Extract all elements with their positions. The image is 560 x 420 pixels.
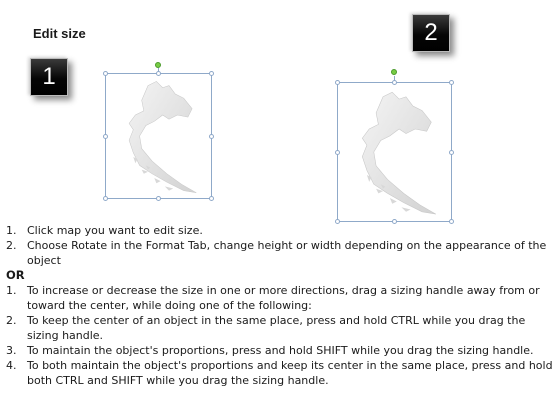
sizing-handle[interactable]: [209, 71, 214, 76]
sizing-handle[interactable]: [103, 134, 108, 139]
sizing-handle[interactable]: [156, 71, 161, 76]
rotate-handle[interactable]: [155, 62, 161, 68]
list-number: 4.: [6, 359, 17, 372]
sizing-handle[interactable]: [392, 80, 397, 85]
step-badge-2: 2: [412, 14, 450, 52]
list-number: 3.: [6, 344, 17, 357]
list-number: 1.: [6, 224, 17, 237]
list-item: [6, 238, 556, 268]
list-text: To both maintain the object's proportions and keep its center in the same place, press and hold both CTRL and SHIFT while you drag the sizing handle.: [27, 359, 553, 387]
sizing-handle[interactable]: [335, 150, 340, 155]
sizing-handle[interactable]: [449, 150, 454, 155]
list-item: [6, 313, 556, 343]
croatia-map-icon[interactable]: [105, 73, 212, 199]
sizing-handle[interactable]: [209, 134, 214, 139]
list-text: To increase or decrease the size in one or more directions, drag a sizing handle away from or toward the center, while doing one of the following:: [27, 284, 540, 312]
rotate-handle[interactable]: [391, 69, 397, 75]
page-title: Edit size: [33, 26, 86, 41]
list-number: 2.: [6, 314, 17, 327]
sizing-handle[interactable]: [335, 80, 340, 85]
list-text: Click map you want to edit size.: [27, 224, 203, 237]
list-item: [6, 283, 556, 313]
sizing-handle[interactable]: [449, 80, 454, 85]
instructions: [6, 223, 556, 388]
list-number: 2.: [6, 239, 17, 252]
sizing-handle[interactable]: [103, 71, 108, 76]
croatia-map-icon[interactable]: [337, 82, 452, 222]
sizing-handle[interactable]: [156, 196, 161, 201]
or-separator: OR: [6, 268, 25, 282]
list-item: [6, 358, 556, 388]
list-number: 1.: [6, 284, 17, 297]
list-item: [6, 223, 556, 238]
list-text: To maintain the object's proportions, press and hold SHIFT while you drag the sizing handle.: [27, 344, 534, 357]
step-badge-1: 1: [30, 58, 68, 96]
sizing-handle[interactable]: [103, 196, 108, 201]
sizing-handle[interactable]: [209, 196, 214, 201]
list-text: To keep the center of an object in the same place, press and hold CTRL while you drag the sizing handle.: [27, 314, 526, 342]
list-item: [6, 343, 556, 358]
list-text: Choose Rotate in the Format Tab, change height or width depending on the appearance of the object: [27, 239, 547, 267]
